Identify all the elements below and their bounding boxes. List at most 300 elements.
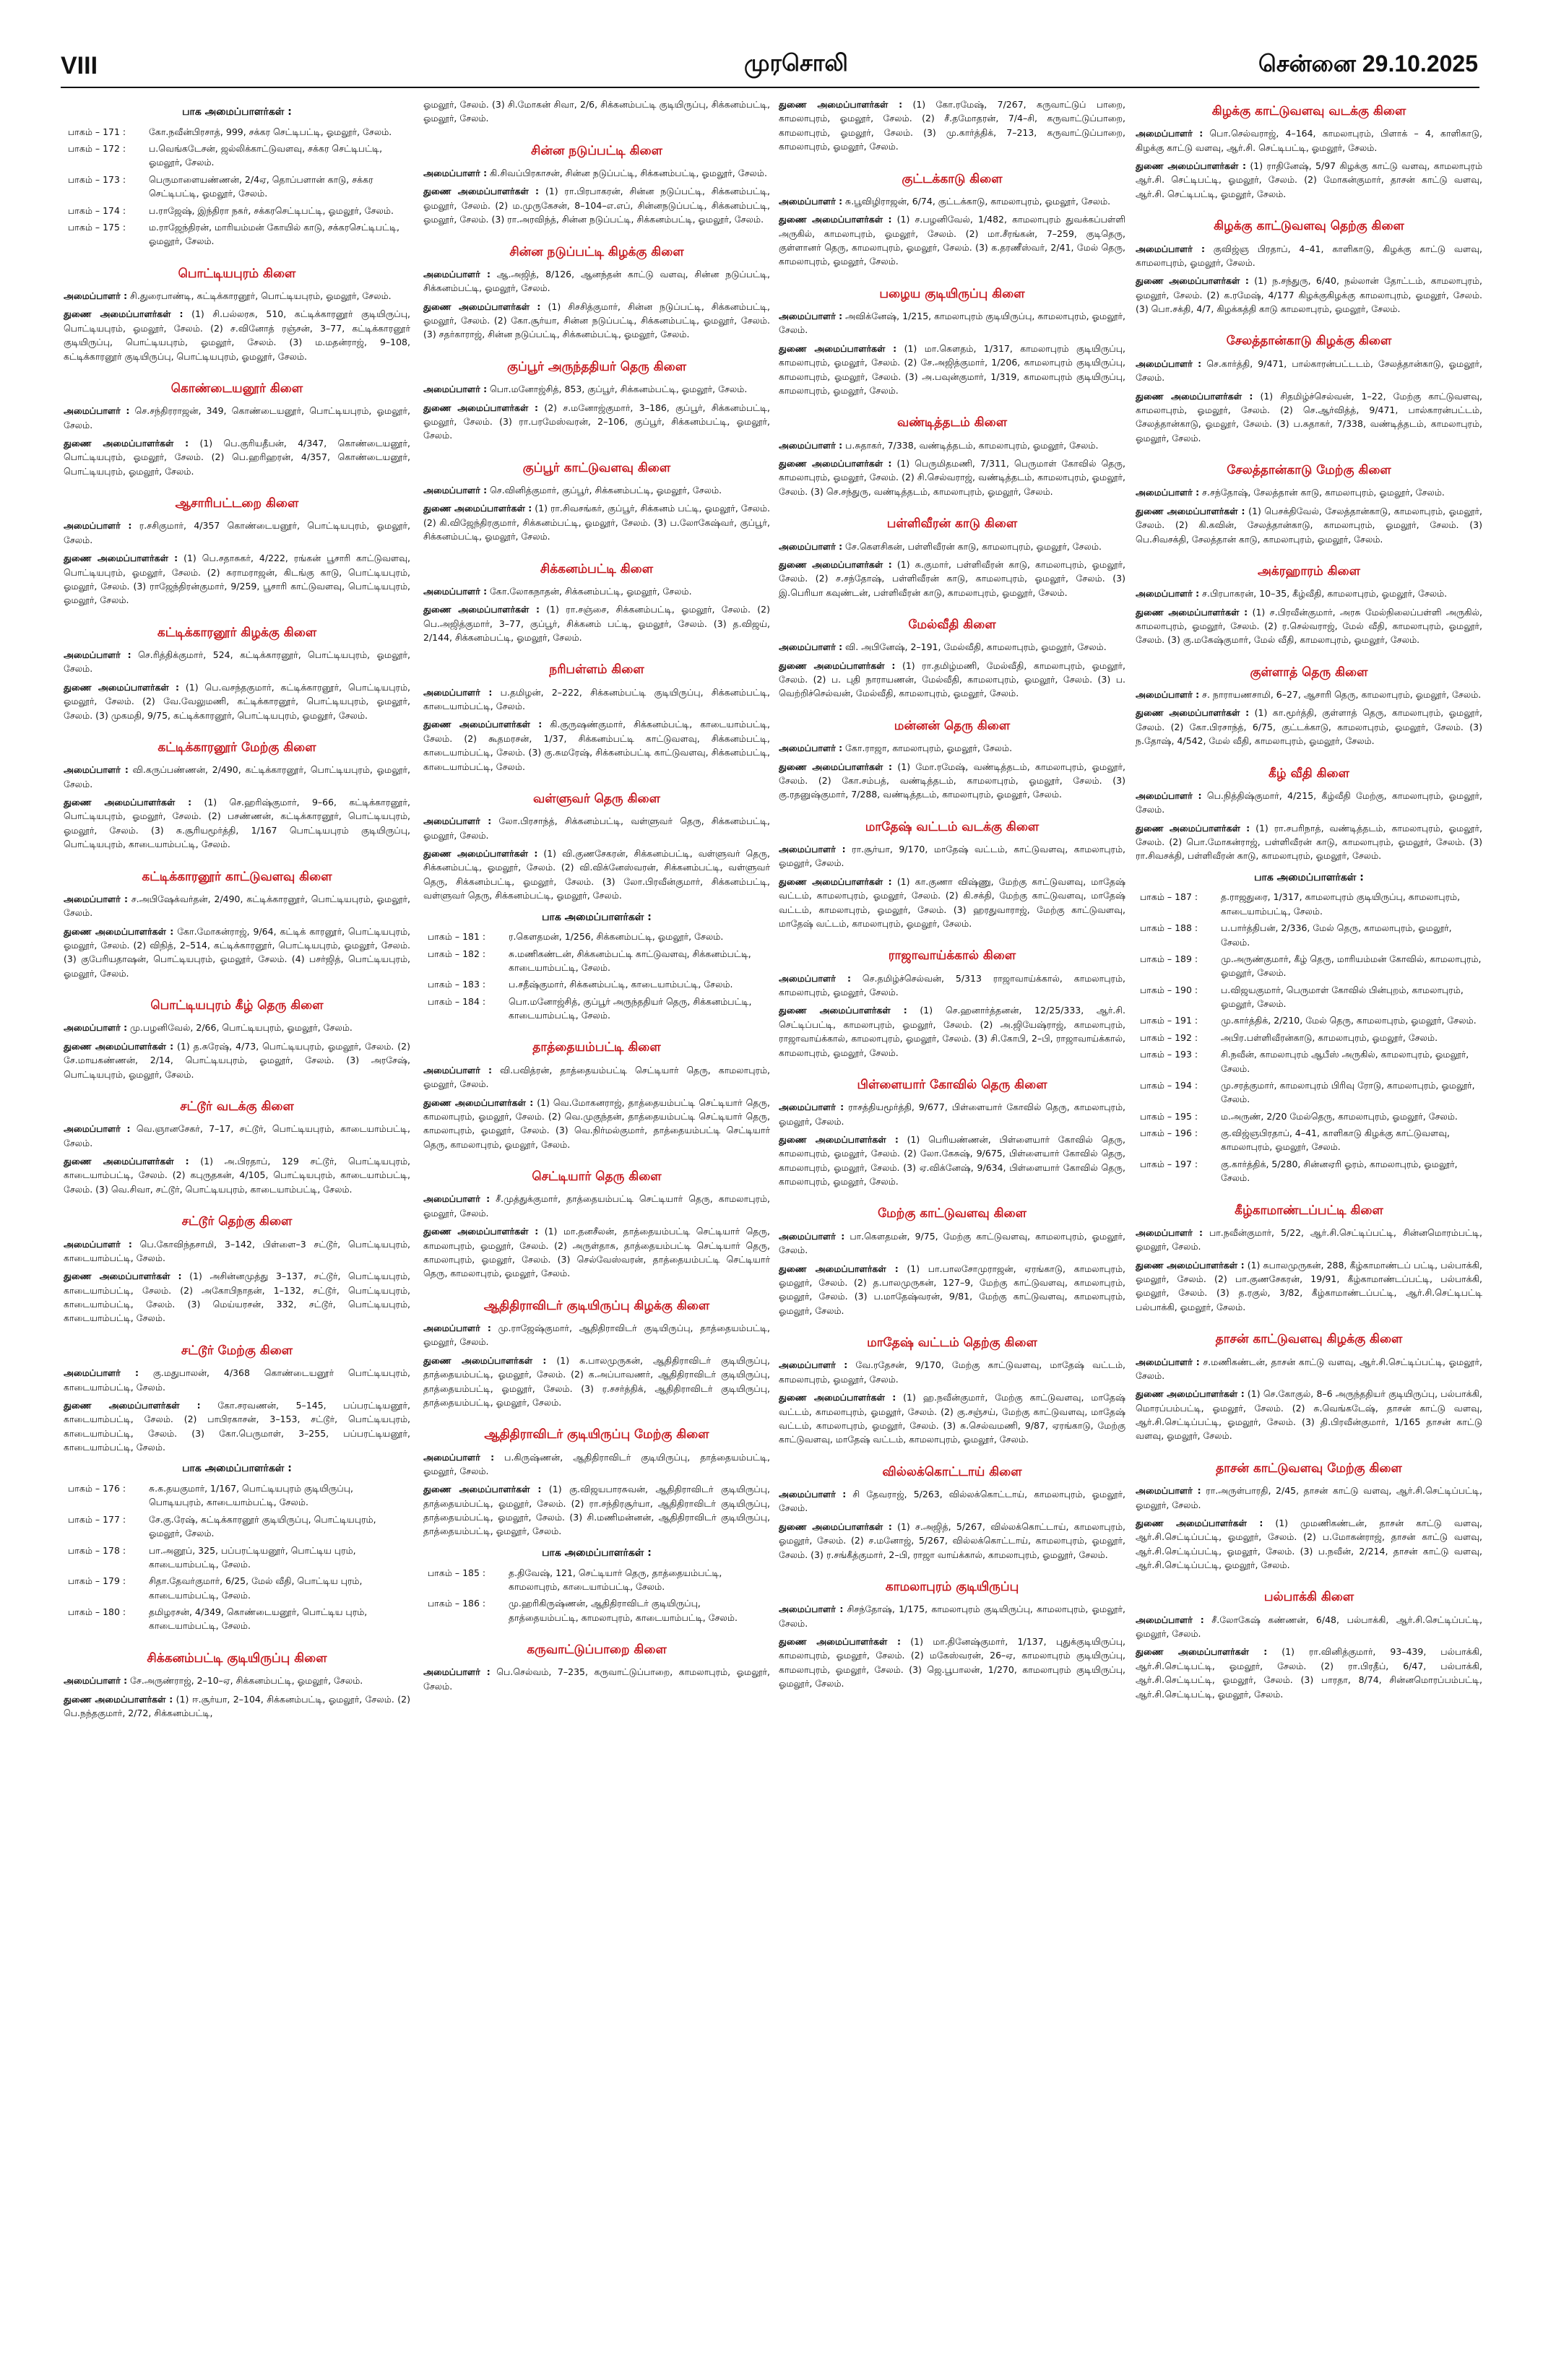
role-label: அமைப்பாளர் : bbox=[779, 743, 843, 754]
subsection-heading: பாக அமைப்பாளர்கள் : bbox=[542, 911, 652, 923]
entry-paragraph bbox=[1136, 605, 1482, 647]
booth-number: பாகம் – 183 : bbox=[428, 979, 486, 990]
role-label: துணை அமைப்பாளர்கள் : bbox=[64, 1271, 182, 1282]
section-heading: ராஜாவாய்க்கால் கிளை bbox=[888, 948, 1016, 964]
booth-organizer: மு.ஹரிகிருஷ்ணன், ஆதிதிராவிடர் குடியிருப்பு, தாத்தையம்பட்டி, காமலாபுரம், காடையாம்பட்டி, சேலம். bbox=[509, 1598, 738, 1623]
booth-row bbox=[64, 1513, 410, 1541]
entry-text: (1) ரா.சஞ்சை, சிக்கனம்பட்டி, ஓமலூர், சேலம். (2) பெ.அஜித்குமார், 3–77, குப்பூர், சிக்கனம் பட்டி, ஓமலூர், சேலம். (3) த.விஜய், 2/144, சிக்கனம்பட்டி, ஓமலூர், சேலம். bbox=[423, 604, 770, 643]
role-label: துணை அமைப்பாளர்கள் : bbox=[423, 186, 540, 197]
subsection-heading: பாக அமைப்பாளர்கள் : bbox=[542, 1546, 652, 1559]
booth-organizer: பொ.மனோஜ்சித், குப்பூர் அருந்ததியர் தெரு, சிக்கனம்பட்டி, காடையாம்பட்டி, சேலம். bbox=[509, 995, 752, 1021]
role-label: அமைப்பாளர் : bbox=[423, 384, 488, 395]
role-label: அமைப்பாளர் : bbox=[64, 520, 132, 532]
role-label: அமைப்பாளர் : bbox=[423, 815, 492, 827]
section-heading: செட்டியார் தெரு கிளை bbox=[532, 1169, 662, 1185]
role-label: துணை அமைப்பாளர்கள் : bbox=[779, 458, 892, 469]
booth-number: பாகம் – 189 : bbox=[1140, 953, 1198, 964]
entry-paragraph bbox=[779, 342, 1125, 398]
role-label: அமைப்பாளர் : bbox=[779, 1604, 844, 1615]
entry-text: கு.மதுபாலன், 4/368 கொண்டையனூர் பொட்டியபுரம், காடையாம்பட்டி, சேலம். bbox=[64, 1367, 410, 1393]
role-label: துணை அமைப்பாளர்கள் : bbox=[1136, 505, 1245, 516]
entry-text: (1) பெ.குரியதீபன், 4/347, கொண்டையனூர், பொட்டியபுரம், ஓமலூர், சேலம். (2) பெ.ஹரிஹரன், 4/357, கொண்டையனூர், பொட்டியபுரம், ஓமலூர், சேலம். bbox=[64, 438, 410, 477]
role-label: துணை அமைப்பாளர்கள் : bbox=[423, 300, 541, 312]
entry-paragraph bbox=[423, 814, 770, 842]
role-label: அமைப்பாளர் : bbox=[1136, 1614, 1204, 1625]
section-heading: வண்டித்தடம் கிளை bbox=[896, 415, 1008, 430]
entry-paragraph bbox=[423, 267, 770, 295]
entry-text: செ.ரித்திக்குமார், 524, கட்டிக்காரனூர், பொட்டியபுரம், ஓமலூர், சேலம். bbox=[64, 649, 410, 675]
entry-paragraph bbox=[1136, 1516, 1482, 1572]
entry-text: செ.சந்திரராஜன், 349, கொண்டையனூர், பொட்டியபுரம், ஓமலூர், சேலம். bbox=[64, 405, 410, 430]
entry-text: (1) ராதினேஷ், 5/97 கிழக்கு காட்டு வளவு, காமலாபுரம் ஆர்.சி. செட்டிபட்டி, ஓமலூர், சேலம். (2) மோகன்குமார், தாசன் காட்டு வளவு, ஆர்.சி. செட்டிபட்டி, ஓமலூர், சேலம். bbox=[1136, 160, 1482, 199]
booth-row bbox=[423, 977, 770, 991]
entry-text: (1) பெரியண்ணன், பிள்ளையார் கோவில் தெரு, காமலாபுரம், ஓமலூர், சேலம். (2) லோ.கேசுஷ், 9/675, பிள்ளையார் கோவில் தெரு, காமலாபுரம், ஓமலூர், சேலம். (3) ஏ.விக்னேஷ், 9/634, பிள்ளையார் கோவில் தெரு, காமலாபுரம், ஓமலூர், சேலம். bbox=[779, 1133, 1125, 1187]
booth-number: பாகம் – 187 : bbox=[1140, 891, 1198, 903]
entry-text: ப.கிருஷ்ணன், ஆதிதிராவிடர் குடியிருப்பு, தாத்தையம்பட்டி, ஓமலூர், சேலம். bbox=[423, 1451, 770, 1476]
section-heading: பிள்ளையார் கோவில் தெரு கிளை bbox=[857, 1077, 1047, 1092]
entry-paragraph bbox=[779, 1358, 1125, 1386]
entry-text: குவிஜ்ஞ பிரதாப், 4–41, காளிகாடு, கிழக்கு காட்டு வளவு, காமலாபுரம், ஓமலூர், சேலம். bbox=[1136, 243, 1482, 268]
entry-paragraph bbox=[1136, 242, 1482, 270]
booth-organizer: கு.கார்த்திக், 5/280, சின்னஏரி ஓரம், காமலாபுரம், ஓமலூர், சேலம். bbox=[1221, 1158, 1458, 1184]
role-label: துணை அமைப்பாளர்கள் : bbox=[423, 1226, 539, 1237]
entry-text: பா.கௌதமன், 9/75, மேற்கு காட்டுவளவு, காமலாபுரம், ஓமலூர், சேலம். bbox=[779, 1230, 1125, 1256]
role-label: அமைப்பாளர் : bbox=[779, 311, 843, 322]
role-label: துணை அமைப்பாளர்கள் : bbox=[64, 438, 189, 449]
role-label: அமைப்பாளர் : bbox=[64, 1123, 131, 1135]
entry-text: (1) சு.பாலமுருகன், ஆதிதிராவிடர் குடியிருப்பு, தாத்தையம்பட்டி, ஓமலூர், சேலம். (2) க.அப்பாவணர், ஆதிதிராவிடர் குடியிருப்பு, தாத்தையம்பட்டி, ஓமலூர், சேலம். (3) ர.சசர்த்திக், ஆதிதிராவிடர் குடியிருப்பு, தாத்தையம்பட்டி, ஓமலூர், சேலம். bbox=[423, 1354, 770, 1408]
entry-paragraph bbox=[64, 1366, 410, 1394]
role-label: துணை அமைப்பாளர்கள் : bbox=[779, 99, 903, 110]
entry-paragraph bbox=[1136, 789, 1482, 817]
booth-organizer: சிதா.தேவர்குமார், 6/25, மேல் வீதி, பொட்டிய புரம், காடையாம்பட்டி, சேலம். bbox=[149, 1575, 363, 1601]
role-label: அமைப்பாளர் : bbox=[64, 764, 129, 776]
booth-organizer: ப.ராஜேஷ், இந்திரா நகர், சக்கரசெட்டிபட்டி, ஓமலூர், சேலம். bbox=[149, 204, 394, 216]
role-label: அமைப்பாளர் : bbox=[423, 168, 488, 179]
entry-text: (1) ரா.தமிழ்மணி, மேல்வீதி, காமலாபுரம், ஓமலூர், சேலம். (2) ப. புதி நாராயணன், மேல்வீதி, காமலாபுரம், ஓமலூர், சேலம். (3) ப. வெற்றிச்செல்வன், மேல்வீதி, காமலாபுரம், ஓமலூர், சேலம். bbox=[779, 659, 1125, 699]
booth-row bbox=[1136, 1031, 1482, 1044]
entry-paragraph bbox=[779, 309, 1125, 337]
role-label: துணை அமைப்பாளர்கள் : bbox=[64, 1693, 173, 1705]
role-label: துணை அமைப்பாளர்கள் : bbox=[779, 1005, 907, 1016]
booth-row bbox=[423, 1596, 770, 1624]
role-label: அமைப்பாளர் : bbox=[1136, 128, 1203, 139]
role-label: துணை அமைப்பாளர்கள் : bbox=[64, 553, 178, 564]
entry-paragraph bbox=[423, 1224, 770, 1281]
entry-paragraph bbox=[423, 184, 770, 226]
entry-text: பொ.செல்வராஜ், 4–164, காமலாபுரம், பிளாக் – 4, காளிகாடு, கிழக்கு காட்டு வளவு, ஆர்.சி. செட்டிபட்டி, ஓமலூர், சேலம். bbox=[1136, 128, 1482, 153]
role-label: துணை அமைப்பாளர்கள் : bbox=[64, 308, 183, 320]
section-heading: கிழக்கு காட்டுவளவு தெற்கு கிளை bbox=[1214, 219, 1404, 234]
role-label: துணை அமைப்பாளர்கள் : bbox=[423, 503, 532, 514]
role-label: அமைப்பாளர் : bbox=[1136, 487, 1200, 498]
entry-paragraph bbox=[779, 1003, 1125, 1060]
booth-row bbox=[64, 1605, 410, 1633]
section-heading: தாசன் காட்டுவளவு கிழக்கு கிளை bbox=[1215, 1332, 1403, 1347]
entry-paragraph bbox=[1136, 688, 1482, 701]
booth-organizer: த.ராஜதுரை, 1/317, காமலாபுரம் குடியிருப்பு, காமலாபுரம், காடையாம்பட்டி, சேலம். bbox=[1221, 891, 1461, 917]
entry-text: (1) கோ.ரமேஷ், 7/267, கருவாட்டுப் பாறை, காமலாபுரம், ஓமலூர், சேலம். (2) சீ.தமோதரன், 7/4–சி, கருவாட்டுப்பாறை, காமலாபுரம், ஓமலூர், சேலம். (3) மு.கார்த்திக், 7–213, கருவாட்டுப்பாறை, காமலாபுரம், ஓமலூர், சேலம். bbox=[779, 99, 1125, 152]
page-number: VIII bbox=[61, 52, 98, 79]
entry-paragraph bbox=[423, 401, 770, 443]
entry-text: ப.சுதாகர், 7/338, வண்டித்தடம், காமலாபுரம், ஓமலூர், சேலம். bbox=[842, 439, 1099, 451]
booth-organizer: ப.பார்த்திபன், 2/336, மேல் தெரு, காமலாபுரம், ஓமலூர், சேலம். bbox=[1221, 922, 1452, 948]
entry-paragraph bbox=[1136, 357, 1482, 385]
role-label: துணை அமைப்பாளர்கள் : bbox=[779, 1520, 892, 1532]
entry-paragraph bbox=[64, 1237, 410, 1265]
role-label: துணை அமைப்பாளர்கள் : bbox=[779, 761, 893, 772]
subsection-heading: பாக அமைப்பாளர்கள் : bbox=[182, 1463, 292, 1475]
entry-text: (1) முமணிகண்டன், தாசன் காட்டு வளவு, ஆர்.சி.செட்டிப்பட்டி, ஓமலூர், சேலம். (2) ப.மோகன்ராஜ், தாசன் காட்டு வளவு, ஆர்.சி.செட்டிப்பட்டி, ஓமலூர், சேலம். (3) ப.நவீன், 2/214, தாசன் காட்டு வளவு, ஆர்.சி.செட்டிப்பட்டி, ஓமலூர், சேலம். bbox=[1136, 1517, 1482, 1570]
entry-paragraph bbox=[1136, 126, 1482, 155]
role-label: துணை அமைப்பாளர்கள் : bbox=[1136, 606, 1248, 618]
entry-paragraph bbox=[423, 300, 770, 342]
booth-row bbox=[64, 1544, 410, 1572]
role-label: அமைப்பாளர் : bbox=[64, 1675, 128, 1687]
booth-organizer: அபிர.பள்ளிவீரன்காடு, காமலாபுரம், ஓமலூர், சேலம். bbox=[1221, 1031, 1438, 1043]
section-heading: குப்பூர் காட்டுவளவு கிளை bbox=[522, 460, 671, 475]
entry-paragraph bbox=[779, 456, 1125, 498]
role-label: துணை அமைப்பாளர்கள் : bbox=[64, 1156, 189, 1167]
entry-text: செ.வினித்குமார், குப்பூர், சிக்கனம்பட்டி, ஓமலூர், சேலம். bbox=[487, 485, 722, 496]
role-label: துணை அமைப்பாளர்கள் : bbox=[64, 1040, 174, 1052]
entry-text: சே.கௌசிகன், பள்ளிவீரன் காடு, காமலாபுரம், ஓமலூர், சேலம். bbox=[842, 540, 1102, 552]
entry-text: (1) மா.தினேஷ்குமார், 1/137, புதுக்குடியிருப்பு, காமலாபுரம், ஓமலூர், சேலம். (2) மகேஸ்வரன், 26–ஏ, காமலாபுரம் குடியிருப்பு, காமலாபுரம், ஓமலூர், சேலம். (3) ஜெ.பூபாலன், 1/270, காமலாபுரம் குடியிருப்பு, ஓமலூர், சேலம். bbox=[779, 1635, 1125, 1689]
section-heading: அக்ரஹாரம் கிளை bbox=[1257, 563, 1360, 579]
booth-row bbox=[64, 1574, 410, 1602]
entry-paragraph bbox=[1136, 159, 1482, 201]
role-label: அமைப்பாளர் : bbox=[64, 290, 128, 302]
subsection-heading: பாக அமைப்பாளர்கள் : bbox=[1254, 871, 1364, 883]
entry-text: ஆ.அஜித், 8/126, ஆனந்தன் காட்டு வளவு, சின்ன நடுப்பட்டி, சிக்கனம்பட்டி, ஓமலூர், சேலம். bbox=[423, 268, 770, 294]
entry-paragraph bbox=[64, 1692, 410, 1721]
section-heading: ஆதிதிராவிடர் குடியிருப்பு மேற்கு கிளை bbox=[484, 1427, 709, 1442]
section-heading: குள்ளாத் தெரு கிளை bbox=[1250, 665, 1368, 680]
booth-row bbox=[1136, 1126, 1482, 1154]
entry-paragraph bbox=[64, 1021, 410, 1034]
booth-organizer: ப.வெங்கடேசன், ஜல்லிக்காட்டுவளவு, சக்கர செட்டிபட்டி, ஓமலூர், சேலம். bbox=[149, 143, 383, 168]
entry-paragraph bbox=[64, 1122, 410, 1150]
section-heading: குட்டக்காடு கிளை bbox=[902, 171, 1003, 186]
entry-paragraph bbox=[64, 763, 410, 791]
role-label: துணை அமைப்பாளர்கள் : bbox=[779, 875, 892, 887]
entry-text: (1) சிதமிழ்ச்செல்வன், 1–22, மேற்கு காட்டுவளவு, காமலாபுரம், ஓமலூர், சேலம். (2) செ.ஆர்வித்த், 9/471, பால்காரன்பட்டம், சேலத்தான்காடு, ஓமலூர், சேலம். (3) ப.சுதாகர், 7/338, வண்டித்தடம், காமலாபுரம், ஓமலூர், சேலம். bbox=[1136, 390, 1482, 443]
header-rule bbox=[61, 87, 1479, 88]
role-label: துணை அமைப்பாளர்கள் : bbox=[423, 604, 540, 615]
entry-text: வி.பவித்ரன், தாத்தையம்பட்டி செட்டியார் தெரு, காமலாபுரம், ஓமலூர், சேலம். bbox=[423, 1064, 770, 1090]
section-heading: சின்ன நடுப்பட்டி கிழக்கு கிளை bbox=[509, 244, 684, 259]
entry-paragraph bbox=[423, 847, 770, 903]
booth-row bbox=[1136, 921, 1482, 949]
section-heading: மன்னன் தெரு கிளை bbox=[894, 718, 1011, 733]
section-heading: கருவாட்டுப்பாறை கிளை bbox=[527, 1643, 667, 1658]
booth-number: பாகம் – 191 : bbox=[1140, 1015, 1198, 1026]
booth-row bbox=[1136, 1109, 1482, 1123]
booth-organizer: பா.அனூப், 325, பப்பரட்டியனூர், பொட்டிய புரம், காடையாம்பட்டி, சேலம். bbox=[149, 1544, 356, 1570]
entry-text: வி.கருப்பண்ணன், 2/490, கட்டிக்காரனூர், பொட்டியபுரம், ஓமலூர், சேலம். bbox=[64, 764, 410, 789]
booth-number: பாகம் – 174 : bbox=[68, 204, 126, 216]
entry-paragraph bbox=[64, 436, 410, 478]
entry-paragraph bbox=[779, 1487, 1125, 1515]
entry-text: கோ.சரவணன், 5–145, பப்பரட்டியனூர், காடையாம்பட்டி, சேலம். (2) பாபிரகாசன், 3–153, சட்டூர், பொட்டியபுரம், காடையாம்பட்டி, சேலம். (3) கோ.பெருமாள், 3–255, பப்பரட்டியனூர், காடையாம்பட்டி, சேலம். bbox=[64, 1399, 410, 1453]
section-heading: காமலாபுரம் குடியிருப்பு bbox=[885, 1579, 1019, 1594]
section-heading: பொட்டியபுரம் கிளை bbox=[178, 266, 296, 281]
entry-paragraph bbox=[64, 1269, 410, 1325]
role-label: துணை அமைப்பாளர்கள் : bbox=[1136, 822, 1250, 834]
role-label: துணை அமைப்பாளர்கள் : bbox=[779, 558, 892, 570]
entry-text: பொ.மனோஜ்சித், 853, குப்பூர், சிக்கனம்பட்டி, ஓமலூர், சேலம். bbox=[487, 384, 748, 395]
entry-text: (1) ரா.சிவசங்கர், குப்பூர், சிக்கனம் பட்டி, ஓமலூர், சேலம். (2) கி.விஜேந்திரகுமார், சிக்கனம்பட்டி, ஓமலூர், சேலம். (3) ப.லோகேஷ்வர், குப்பூர், சிக்கனம்பட்டி, ஓமலூர், சேலம். bbox=[423, 503, 770, 542]
entry-text: (1) ரா.சபரிநாத், வண்டித்தடம், காமலாபுரம், ஓமலூர், சேலம். (2) பொ.மோகன்ராஜ், பள்ளிவீரன் காடு, காமலாபுரம், ஓமலூர், சேலம். (3) ரா.சிவசக்தி, பள்ளிவீரன் காடு, காமலாபுரம், ஓமலூர், சேலம். bbox=[1136, 822, 1482, 862]
section-heading: பல்பாக்கி கிளை bbox=[1263, 1590, 1354, 1605]
section-heading: கட்டிக்காரனூர் காட்டுவளவு கிளை bbox=[142, 869, 332, 884]
entry-paragraph bbox=[779, 194, 1125, 208]
entry-paragraph bbox=[423, 382, 770, 396]
entry-paragraph bbox=[779, 438, 1125, 452]
section-heading: தாசன் காட்டுவளவு மேற்கு கிளை bbox=[1216, 1461, 1402, 1476]
entry-paragraph bbox=[1136, 587, 1482, 600]
entry-text: (1) ரா.பிரபாகரன், சின்ன நடுப்பட்டி, சிக்கனம்பட்டி, ஓமலூர், சேலம். (2) ம.முருகேசன், 8–104–எ.எப், சின்னநடுப்பட்டி, சிக்கனம்பட்டி, ஓமலூர், சேலம். (3) ரா.அரவிந்த், சின்ன நடுப்பட்டி, சிக்கனம்பட்டி, ஓமலூர், சேலம். bbox=[423, 186, 770, 225]
booth-organizer: ப.விஜயகுமார், பெருமாள் கோவில் பின்புறம், காமலாபுரம், ஓமலூர், சேலம். bbox=[1221, 984, 1464, 1010]
entry-paragraph bbox=[423, 1096, 770, 1152]
booth-organizer: த.திவேஷ், 121, செட்டியார் தெரு, தாத்தையம்பட்டி, காமலாபுரம், காடையாம்பட்டி, சேலம். bbox=[509, 1567, 722, 1592]
entry-paragraph bbox=[1136, 1355, 1482, 1383]
entry-text: ராசத்தியமூர்த்தி, 9/677, பிள்ளையார் கோவில் தெரு, காமலாபுரம், ஓமலூர், சேலம். bbox=[779, 1102, 1125, 1127]
entry-paragraph bbox=[779, 1635, 1125, 1691]
role-label: துணை அமைப்பாளர்கள் : bbox=[1136, 275, 1249, 287]
booth-number: பாகம் – 195 : bbox=[1140, 1110, 1198, 1122]
entry-paragraph bbox=[423, 584, 770, 598]
role-label: துணை அமைப்பாளர்கள் : bbox=[64, 925, 174, 937]
booth-organizer: மு.சரத்குமார், காமலாபுரம் பிரிவு ரோடு, காமலாபுரம், ஓமலூர், சேலம். bbox=[1221, 1079, 1475, 1105]
booth-number: பாகம் – 182 : bbox=[428, 948, 486, 959]
role-label: அமைப்பாளர் : bbox=[64, 1238, 132, 1250]
entry-text: பா.நவீன்குமார், 5/22, ஆர்.சி.செட்டிப்பட்டி, சின்னமொரம்பட்டி, ஓமலூர், சேலம். bbox=[1136, 1226, 1482, 1252]
entry-paragraph bbox=[64, 648, 410, 676]
booth-row bbox=[423, 930, 770, 943]
entry-paragraph bbox=[423, 1665, 770, 1693]
entry-text: ச.அபிஷேக்வர்தன், 2/490, கட்டிக்காரனூர், பொட்டியபுரம், ஓமலூர், சேலம். bbox=[64, 893, 410, 919]
entry-paragraph bbox=[1136, 1613, 1482, 1641]
section-heading: வள்ளுவர் தெரு கிளை bbox=[533, 791, 660, 806]
role-label: துணை அமைப்பாளர்கள் : bbox=[779, 1133, 899, 1145]
booth-organizer: ப.சதீஷ்குமார், சிக்கனம்பட்டி, காடையாம்பட்டி, சேலம். bbox=[509, 979, 733, 990]
role-label: துணை அமைப்பாளர்கள் : bbox=[1136, 1259, 1245, 1271]
booth-number: பாகம் – 193 : bbox=[1140, 1049, 1198, 1060]
entry-paragraph bbox=[779, 212, 1125, 269]
entry-paragraph bbox=[1136, 1258, 1482, 1315]
city-date: சென்னை 29.10.2025 bbox=[1258, 51, 1478, 77]
role-label: அமைப்பாளர் : bbox=[1136, 789, 1202, 801]
entry-text: (1) சுபாலமுருகன், 288, கீழ்காமாண்டப் பட்டி, பல்பாக்கி, ஓமலூர், சேலம். (2) பா.குணசேகரன், 19/91, கீழ்காமாண்டப்பட்டி, பல்பாக்கி, ஓமலூர், சேலம். (3) த.ரகுல், 3/82, கீழ்காமாண்டப்பட்டி, ஆர்.சி.செட்டிபட்டி பல்பாக்கி, ஓமலூர், சேலம். bbox=[1136, 1259, 1482, 1312]
role-label: அமைப்பாளர் : bbox=[64, 405, 130, 417]
booth-row bbox=[1136, 952, 1482, 980]
entry-text: செ.தமிழ்ச்செல்வன், 5/313 ராஜாவாய்க்கால், காமலாபுரம், காமலாபுரம், ஓமலூர், சேலம். bbox=[779, 972, 1125, 998]
booth-row bbox=[64, 220, 410, 248]
role-label: துணை அமைப்பாளர்கள் : bbox=[1136, 160, 1247, 172]
booth-row bbox=[1136, 1013, 1482, 1027]
role-label: அமைப்பாளர் : bbox=[779, 1230, 845, 1242]
entry-text: (1) ச.பிரவீன்குமார், அரசு மேல்நிலைப்பள்ளி அருகில், காமலாபுரம், ஓமலூர், சேலம். (2) ர.செல்வராஜ், மேல் வீதி, காமலாபுரம், ஓமலூர், சேலம். (3) கு.மகேஷ்குமார், மேல் வீதி, காமலாபுரம், ஓமலூர், சேலம். bbox=[1136, 606, 1482, 646]
entry-text: சீ.லோகேஷ் கண்ணன், 6/48, பல்பாக்கி, ஆர்.சி.செட்டிப்பட்டி, ஓமலூர், சேலம். bbox=[1136, 1614, 1482, 1640]
booth-row bbox=[1136, 983, 1482, 1011]
entry-paragraph bbox=[1136, 706, 1482, 748]
booth-number: பாகம் – 194 : bbox=[1140, 1079, 1198, 1091]
section-heading: மேல்வீதி கிளை bbox=[908, 618, 996, 632]
role-label: துணை அமைப்பாளர்கள் : bbox=[779, 342, 897, 354]
entry-paragraph bbox=[1136, 1484, 1482, 1512]
entry-text: (1) ந.சந்துரு, 6/40, நல்லான் தோட்டம், காமலாபுரம், ஓமலூர், சேலம். (2) க.ரமேஷ், 4/177 கிழக்குகிழக்கு காமலாபுரம், ஓமலூர், சேலம். (3) பொ.சக்தி, 4/7, கிழக்கத்தி காடு காமலாபுரம், ஓமலூர், சேலம். bbox=[1136, 275, 1482, 315]
booth-organizer: சி.நவீன், காமலாபுரம் ஆபீஸ் அருகில், காமலாபுரம், ஓமலூர், சேலம். bbox=[1221, 1049, 1469, 1074]
entry-paragraph bbox=[779, 760, 1125, 802]
section-heading: சேலத்தான்காடு கிழக்கு கிளை bbox=[1226, 334, 1392, 349]
role-label: அமைப்பாளர் : bbox=[779, 439, 843, 451]
entry-text: (1) மா.கௌதம், 1/317, காமலாபுரம் குடியிருப்பு, காமலாபுரம், ஓமலூர், சேலம். (2) சே.அஜித்குமார், 1/206, காமலாபுரம் குடியிருப்பு, காமலாபுரம், ஓமலூர், சேலம். (3) அ.பவுன்குமார், 1/319, காமலாபுரம் குடியிருப்பு, காமலாபுரம், ஓமலூர், சேலம். bbox=[779, 342, 1125, 396]
entry-text: (1) சிசசித்குமார், சின்ன நடுப்பட்டி, சிக்கனம்பட்டி, ஓமலூர், சேலம். (2) கோ.சூர்யா, சின்ன நடுப்பட்டி, சிக்கனம்பட்டி, ஓமலூர், சேலம். (3) சதர்காராஜ், சின்ன நடுப்பட்டி, சிக்கனம்பட்டி, ஓமலூர், சேலம். bbox=[423, 300, 770, 340]
booth-organizer: ர.கௌதமன், 1/256, சிக்கனம்பட்டி, ஓமலூர், சேலம். bbox=[509, 931, 724, 943]
booth-organizer: கோ.நவீன்பிரசாத், 999, சக்கர செட்டிபட்டி, ஓமலூர், சேலம். bbox=[149, 126, 392, 137]
booth-organizer: ம.அருண், 2/20 மேல்தெரு, காமலாபுரம், ஓமலூர், சேலம். bbox=[1221, 1110, 1458, 1122]
role-label: துணை அமைப்பாளர்கள் : bbox=[64, 1399, 201, 1411]
entry-paragraph bbox=[64, 551, 410, 607]
role-label: அமைப்பாளர் : bbox=[423, 1666, 490, 1678]
booth-organizer: சு.க.தயகுமார், 1/167, பொட்டியபுரம் குடியிருப்பு, பொடியபுரம், காடையாம்பட்டி, சேலம். bbox=[149, 1483, 353, 1508]
section-heading: கட்டிக்காரனூர் கிழக்கு கிளை bbox=[157, 625, 317, 640]
entry-paragraph bbox=[64, 1154, 410, 1196]
booth-organizer: கு.விஜ்ஞபிரதாப், 4–41, காளிகாடு கிழக்கு காட்டுவளவு, காமலாபுரம், ஓமலூர், சேலம். bbox=[1221, 1128, 1451, 1153]
role-label: அமைப்பாளர் : bbox=[423, 1193, 490, 1205]
section-heading: தாத்தையம்பட்டி கிளை bbox=[532, 1040, 661, 1055]
entry-paragraph bbox=[423, 98, 770, 126]
booth-row bbox=[423, 1566, 770, 1594]
entry-text: வே.ரதேசன், 9/170, மேற்கு காட்டுவளவு, மாதேஷ் வட்டம், காமலாபுரம், ஓமலூர், சேலம். bbox=[779, 1359, 1125, 1385]
entry-text: அவிக்னேஷ், 1/215, காமலாபுரம் குடியிருப்பு, காமலாபுரம், ஓமலூர், சேலம். bbox=[779, 311, 1125, 336]
entry-paragraph bbox=[1136, 1226, 1482, 1254]
booth-number: பாகம் – 181 : bbox=[428, 931, 486, 943]
entry-text: (1) செ.ஹனார்த்தனன், 12/25/333, ஆர்.சி. செட்டிப்பட்டி, காமலாபுரம், ஓமலூர், சேலம். (2) அ.ஜியேஷ்ராஜ், காமலாபுரம், ராஜாவாய்க்கால், காமலாபுரம், ஓமலூர், சேலம். (3) சி.கோபி, 2–பி, ராஜாவாய்க்கால், காமலாபுரம், ஓமலூர், சேலம். bbox=[779, 1005, 1125, 1058]
role-label: அமைப்பாளர் : bbox=[64, 1022, 128, 1034]
booth-number: பாகம் – 177 : bbox=[68, 1513, 126, 1525]
entry-text: (1) அசின்னமுத்து 3–137, சட்டூர், பொட்டியபுரம், காடையாம்பட்டி, சேலம். (2) அகோபிநாதன், 1–132, சட்டூர், பொட்டியபுரம், காடையாம்பட்டி, சேலம். (3) மெய்யரசன், 332, சட்டூர், பொட்டியபுரம், காடையாம்பட்டி, சேலம். bbox=[64, 1271, 410, 1324]
entry-paragraph bbox=[779, 1520, 1125, 1562]
booth-number: பாகம் – 188 : bbox=[1140, 922, 1198, 934]
role-label: துணை அமைப்பாளர்கள் : bbox=[779, 659, 896, 671]
entry-paragraph bbox=[779, 741, 1125, 755]
role-label: அமைப்பாளர் : bbox=[1136, 243, 1205, 254]
column-4 bbox=[1136, 98, 1482, 2366]
entry-text: (1) மோ.ரமேஷ், வண்டித்தடம், காமலாபுரம், ஓமலூர், சேலம். (2) கோ.சம்பத், வண்டித்தடம், காமலாபுரம், ஓமலூர், சேலம். (3) கு.ரதனுஷ்குமார், 7/288, வண்டித்தடம், காமலாபுரம், ஓமலூர், சேலம். bbox=[779, 761, 1125, 800]
entry-text: (1) மா.தனசீலன், தாத்தையம்பட்டி செட்டியார் தெரு, காமலாபுரம், ஓமலூர், சேலம். (2) அருள்தாசு, தாத்தையம்பட்டி செட்டியார் தெரு, காமலாபுரம், ஓமலூர், சேலம். (3) செல்வேஸ்வரன், தாத்தையம்பட்டி செட்டியார் தெரு, காமலாபுரம், ஓமலூர், சேலம். bbox=[423, 1226, 770, 1279]
role-label: துணை அமைப்பாளர்கள் : bbox=[779, 1635, 901, 1647]
entry-text: (1) பா.பாலசோமுராஜன், ஏரங்காடு, காமலாபுரம், ஓமலூர், சேலம். (2) த.பாலமுருகன், 127–9, மேற்கு காட்டுவளவு, காமலாபுரம், ஓமலூர், சேலம். (3) ப.மாதேஷ்வரன், 9/81, மேற்கு காட்டுவளவு, காமலாபுரம், ஓமலூர், சேலம். bbox=[779, 1263, 1125, 1316]
section-heading: வில்லக்கொட்டாய் கிளை bbox=[882, 1464, 1022, 1479]
entry-text: (1) சி.பல்லரசு, 510, கட்டிக்காரனூர் குடியிருப்பு, பொட்டியபுரம், ஓமலூர், சேலம். (2) ச.வினோத் ரஞ்சன், 3–77, கட்டிக்காரனூர் குடியிருப்பு, பொட்டியபுரம், ஓமலூர், சேலம். (3) ம.மதன்ராஜ், 9–108, கட்டிக்காரனூர் குடியிருப்பு, பொட்டியபுரம், ஓமலூர், சேலம். bbox=[64, 308, 410, 362]
entry-paragraph bbox=[779, 1602, 1125, 1630]
booth-number: பாகம் – 176 : bbox=[68, 1483, 126, 1494]
entry-paragraph bbox=[64, 519, 410, 547]
booth-row bbox=[64, 173, 410, 201]
entry-text: மு.ராஜேஷ்குமார், ஆதிதிராவிடர் குடியிருப்பு, தாத்தையம்பட்டி, ஓமலூர், சேலம். bbox=[423, 1323, 770, 1348]
entry-paragraph bbox=[779, 1133, 1125, 1189]
entry-text: பெ.செல்வம், 7–235, கருவாட்டுப்பாறை, காமலாபுரம், ஓமலூர், சேலம். bbox=[423, 1666, 770, 1692]
role-label: அமைப்பாளர் : bbox=[779, 1489, 847, 1500]
booth-row bbox=[423, 995, 770, 1023]
role-label: துணை அமைப்பாளர்கள் : bbox=[423, 1484, 542, 1495]
booth-organizer: பெருமாளையண்ணன், 2/4ஏ, தொப்பளான் காடு, சக்கர செட்டிபட்டி, ஓமலூர், சேலம். bbox=[149, 173, 373, 199]
entry-text: ப.தமிழன், 2–222, சிக்கனம்பட்டி குடியிருப்பு, சிக்கனம்பட்டி, காடையாம்பட்டி, சேலம். bbox=[423, 686, 770, 712]
role-label: அமைப்பாளர் : bbox=[779, 641, 843, 653]
section-heading: குப்பூர் அருந்ததியர் தெரு கிளை bbox=[506, 359, 687, 374]
entry-paragraph bbox=[423, 1450, 770, 1479]
entry-text: லோ.பிரசாந்த், சிக்கனம்பட்டி, வள்ளுவர் தெரு, சிக்கனம்பட்டி, ஓமலூர், சேலம். bbox=[423, 815, 770, 841]
entry-text: சு.பூவிழிராஜன், 6/74, குட்டக்காடு, காமலாபுரம், ஓமலூர், சேலம். bbox=[842, 195, 1111, 207]
booth-organizer: சே.கு.ரேஷ், கட்டிக்காரனூர் குடியிருப்பு, பொட்டியபுரம், ஓமலூர், சேலம். bbox=[149, 1513, 376, 1539]
entry-paragraph bbox=[64, 1674, 410, 1687]
role-label: அமைப்பாளர் : bbox=[779, 195, 843, 207]
entry-text: கோ.மோகன்ராஜ், 9/64, கட்டிக் காரனூர், பொட்டியபுரம், ஓமலூர், சேலம். (2) விநித், 2–514, கட்டிக்காரனூர், பொட்டியபுரம், ஓமலூர், சேலம். (3) குபேரியதாஷன், பொட்டியபுரம், ஓமலூர், சேலம். (4) பசர்ஜித், பொட்டியபுரம், ஓமலூர், சேலம். bbox=[64, 925, 410, 979]
entry-text: (1) ச.அஜித், 5/267, வில்லக்கொட்டாய், காமலாபுரம், ஓமலூர், சேலம். (2) ச.மனோஜ், 5/267, வில்லக்கொட்டாய், காமலாபுரம், ஓமலூர், சேலம். (3) ர.சங்கீத்குமார், 2–பி, ராஜா வாய்க்கால், காமலாபுரம், ஓமலூர், சேலம். bbox=[779, 1520, 1125, 1560]
entry-text: கி.குருஷண்குமார், சிக்கனம்பட்டி, காடையாம்பட்டி, சேலம். (2) கூதமரசன், 1/37, சிக்கனம்பட்டி காட்டுவளவு, சிக்கனம்பட்டி, காடையாம்பட்டி, சேலம். (3) கு.சுமரேஷ், சிக்கனம்பட்டி காட்டுவளவு, சிக்கனம்பட்டி, காடையாம்பட்டி, சேலம். bbox=[423, 719, 770, 772]
entry-text: வி. அபினேஷ், 2–191, மேல்வீதி, காமலாபுரம், ஓமலூர், சேலம். bbox=[842, 641, 1107, 653]
role-label: துணை அமைப்பாளர்கள் : bbox=[779, 214, 892, 225]
entry-text: ச. நாராயணசாமி, 6–27, ஆசாரி தெரு, காமலாபுரம், ஓமலூர், சேலம். bbox=[1199, 689, 1482, 701]
booth-number: பாகம் – 171 : bbox=[68, 126, 126, 137]
entry-paragraph bbox=[779, 1390, 1125, 1447]
entry-text: (1) செ.ஹரிஷ்குமார், 9–66, கட்டிக்காரனூர், பொட்டியபுரம், ஓமலூர், சேலம். (2) பசண்ணன், கட்டிக்காரனூர், பொட்டியபுரம், ஓமலூர், சேலம். (3) சு.சூரியமூர்த்தி, 1/167 பொட்டியபுரம் குடியிருப்பு, பொட்டியபுரம், காடையாம்பட்டி, சேலம். bbox=[64, 797, 410, 850]
role-label: அமைப்பாளர் : bbox=[64, 1367, 139, 1379]
entry-paragraph bbox=[64, 1039, 410, 1081]
section-heading: கீழ்காமாண்டப்பட்டி கிளை bbox=[1235, 1203, 1383, 1218]
section-heading: கிழக்கு காட்டுவளவு வடக்கு கிளை bbox=[1211, 104, 1406, 118]
entry-text: மு.பழனிவேல், 2/66, பொட்டியபுரம், ஓமலூர், சேலம். bbox=[127, 1022, 353, 1034]
entry-paragraph bbox=[779, 1100, 1125, 1128]
role-label: அமைப்பாளர் : bbox=[64, 893, 128, 904]
section-heading: பொட்டியபுரம் கீழ் தெரு கிளை bbox=[150, 998, 324, 1013]
booth-number: பாகம் – 179 : bbox=[68, 1575, 126, 1587]
role-label: துணை அமைப்பாளர்கள் : bbox=[779, 1392, 896, 1403]
section-heading: நரிபள்ளம் கிளை bbox=[549, 662, 644, 678]
entry-text: சி தேவராஜ், 5/263, வில்லக்கொட்டாய், காமலாபுரம், ஓமலூர், சேலம். bbox=[779, 1489, 1125, 1514]
entry-text: சீ.முத்துக்குமார், தாத்தையம்பட்டி செட்டியார் தெரு, காமலாபுரம், ஓமலூர், சேலம். bbox=[423, 1193, 770, 1219]
entry-text: (1) கா.குணா விஷ்ணு, மேற்கு காட்டுவளவு, மாதேஷ் வட்டம், காமலாபுரம், ஓமலூர், சேலம். (2) கி.சக்தி, மேற்கு காட்டுவளவு, மாதேஷ் வட்டம், காமலாபுரம், ஓமலூர், சேலம். (3) ஹரதுவாராஜ், மேற்கு காட்டுவளவு, மாதேஷ் வட்டம், காமலாபுரம், ஓமலூர், சேலம். bbox=[779, 875, 1125, 929]
role-label: அமைப்பாளர் : bbox=[423, 1064, 493, 1076]
entry-text: ரா.அருள்பாரதி, 2/45, தாசன் காட்டு வளவு, ஆர்.சி.செட்டிப்பட்டி, ஓமலூர், சேலம். bbox=[1136, 1485, 1482, 1510]
role-label: அமைப்பாளர் : bbox=[779, 1359, 848, 1371]
entry-text: செ.கார்த்தி, 9/471, பால்காரன்பட்டடம், சேலத்தான்காடு, ஓமலூர், சேலம். bbox=[1136, 358, 1482, 384]
entry-text: சிசந்தோஷ், 1/175, காமலாபுரம் குடியிருப்பு, காமலாபுரம், ஓமலூர், சேலம். bbox=[779, 1604, 1125, 1629]
booth-organizer: தமிழரசன், 4/349, கொண்டையனூர், பொட்டிய புரம், காடையாம்பட்டி, சேலம். bbox=[149, 1606, 368, 1632]
booth-number: பாகம் – 178 : bbox=[68, 1544, 126, 1556]
role-label: துணை அமைப்பாளர்கள் : bbox=[423, 848, 538, 860]
entry-paragraph bbox=[779, 98, 1125, 154]
entry-text: (1) ச.பழனிவேல், 1/482, காமலாபுரம் துவக்கப்பள்ளி அருகில், காமலாபுரம், ஓமலூர், சேலம். (2) மா.சீரங்கன், 7–259, குடிதெரு, குள்ளானர் தெரு, காமலாபுரம், ஓமலூர், சேலம். (3) க.தரணீஸ்வர், 2/41, மேல் தெரு, காமலாபுரம், ஓமலூர், சேலம். bbox=[779, 214, 1125, 267]
entry-paragraph bbox=[779, 1229, 1125, 1258]
role-label: துணை அமைப்பாளர்கள் : bbox=[423, 1096, 534, 1108]
booth-row bbox=[64, 204, 410, 217]
entry-paragraph bbox=[779, 842, 1125, 870]
booth-organizer: மு.கார்த்திக், 2/210, மேல் தெரு, காமலாபுரம், ஓமலூர், சேலம். bbox=[1221, 1015, 1477, 1026]
booth-number: பாகம் – 185 : bbox=[428, 1567, 486, 1578]
booth-number: பாகம் – 192 : bbox=[1140, 1031, 1198, 1043]
entry-paragraph bbox=[1136, 1387, 1482, 1443]
role-label: துணை அமைப்பாளர்கள் : bbox=[1136, 1517, 1263, 1528]
entry-paragraph bbox=[779, 875, 1125, 931]
booth-row bbox=[64, 1481, 410, 1510]
role-label: துணை அமைப்பாளர்கள் : bbox=[423, 1354, 547, 1366]
booth-row bbox=[423, 947, 770, 975]
entry-paragraph bbox=[1136, 1645, 1482, 1701]
section-heading: சின்ன நடுப்பட்டி கிளை bbox=[531, 143, 662, 158]
